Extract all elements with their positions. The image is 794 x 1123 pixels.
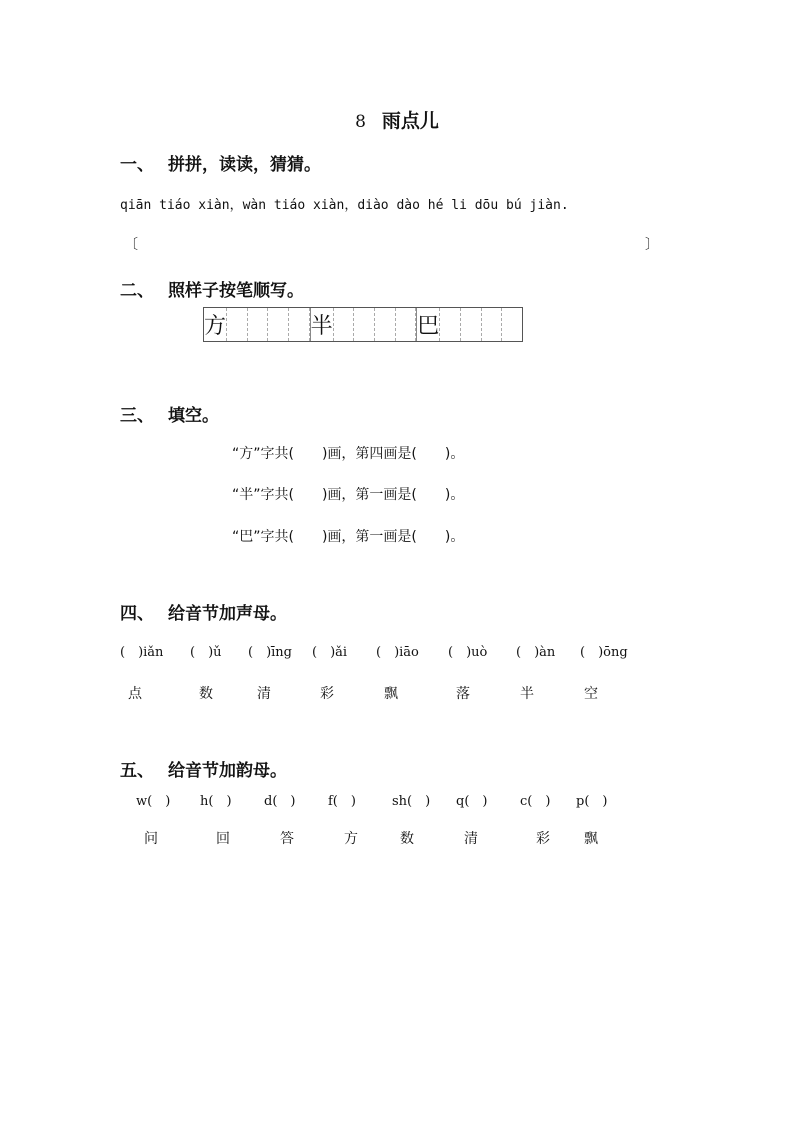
- hanzi-char: 问: [144, 831, 158, 847]
- hanzi-char: 半: [520, 686, 534, 702]
- answer-bracket-close: 〕: [645, 237, 659, 253]
- lesson-number: 8: [355, 112, 366, 132]
- hanzi-char: 彩: [320, 686, 334, 702]
- syllable-blank[interactable]: ( )iāo: [376, 645, 419, 660]
- grid-cell-char: 半: [310, 308, 334, 341]
- grid-cell-blank[interactable]: [268, 308, 289, 341]
- riddle-answer-blank[interactable]: [140, 232, 645, 252]
- grid-cell-char: 巴: [416, 308, 440, 341]
- fill-blank-line: “巴”字共( )画，第一画是( )。: [232, 529, 465, 545]
- syllable-blank[interactable]: ( )àn: [516, 645, 556, 660]
- hanzi-char: 彩: [536, 831, 550, 847]
- writing-grid: [203, 307, 523, 342]
- hanzi-char: 清: [464, 831, 478, 847]
- grid-cell-blank[interactable]: [375, 308, 396, 341]
- syllable-blank[interactable]: sh( ): [392, 794, 431, 809]
- syllable-blank[interactable]: ( )ǔ: [190, 645, 222, 660]
- lesson-title: 雨点儿: [381, 110, 439, 132]
- grid-cell-blank[interactable]: [482, 308, 503, 341]
- hanzi-char: 清: [257, 686, 271, 702]
- page-title: [0, 106, 794, 133]
- section-3-heading: 三、 填空。: [120, 406, 219, 426]
- grid-cell-blank[interactable]: [396, 308, 417, 341]
- syllable-blank[interactable]: ( )iǎn: [120, 645, 164, 660]
- hanzi-char: 飘: [584, 831, 598, 847]
- syllable-blank[interactable]: q( ): [456, 794, 488, 809]
- syllable-blank[interactable]: c( ): [520, 794, 551, 809]
- grid-cell-blank[interactable]: [354, 308, 375, 341]
- grid-cell-blank[interactable]: [440, 308, 461, 341]
- syllable-blank[interactable]: ( )īng: [248, 645, 292, 660]
- fill-blank-line: “半”字共( )画，第一画是( )。: [232, 487, 465, 503]
- syllable-blank[interactable]: ( )ōng: [580, 645, 628, 660]
- grid-cell-blank[interactable]: [227, 308, 248, 341]
- grid-cell-blank[interactable]: [334, 308, 355, 341]
- answer-bracket-open: 〔: [124, 237, 138, 253]
- hanzi-char: 落: [456, 686, 470, 702]
- grid-cell-blank[interactable]: [289, 308, 310, 341]
- grid-cell-blank[interactable]: [502, 308, 522, 341]
- section-1-heading: 一、 拼拼，读读，猜猜。: [120, 155, 321, 175]
- hanzi-char: 数: [400, 831, 414, 847]
- hanzi-char: 方: [344, 831, 358, 847]
- syllable-blank[interactable]: f( ): [328, 794, 356, 809]
- hanzi-char: 答: [280, 831, 294, 847]
- syllable-blank[interactable]: h( ): [200, 794, 232, 809]
- syllable-blank[interactable]: p( ): [576, 794, 608, 809]
- section-5-heading: 五、 给音节加韵母。: [120, 761, 287, 781]
- section-4-heading: 四、 给音节加声母。: [120, 604, 287, 624]
- hanzi-char: 点: [128, 686, 142, 702]
- syllable-blank[interactable]: ( )ǎi: [312, 645, 348, 660]
- syllable-blank[interactable]: w( ): [136, 794, 171, 809]
- fill-blank-line: “方”字共( )画，第四画是( )。: [232, 446, 465, 462]
- riddle-pinyin: qiān tiáo xiàn，wàn tiáo xiàn，diào dào hé li dōu bú jiàn.: [120, 198, 569, 213]
- section-2-heading: 二、 照样子按笔顺写。: [120, 281, 304, 301]
- hanzi-char: 数: [199, 686, 213, 702]
- grid-cell-char: 方: [204, 308, 227, 341]
- syllable-blank[interactable]: d( ): [264, 794, 296, 809]
- hanzi-char: 回: [216, 831, 230, 847]
- hanzi-char: 空: [584, 686, 598, 702]
- grid-cell-blank[interactable]: [248, 308, 269, 341]
- grid-cell-blank[interactable]: [461, 308, 482, 341]
- syllable-blank[interactable]: ( )uò: [448, 645, 488, 660]
- hanzi-char: 飘: [384, 686, 398, 702]
